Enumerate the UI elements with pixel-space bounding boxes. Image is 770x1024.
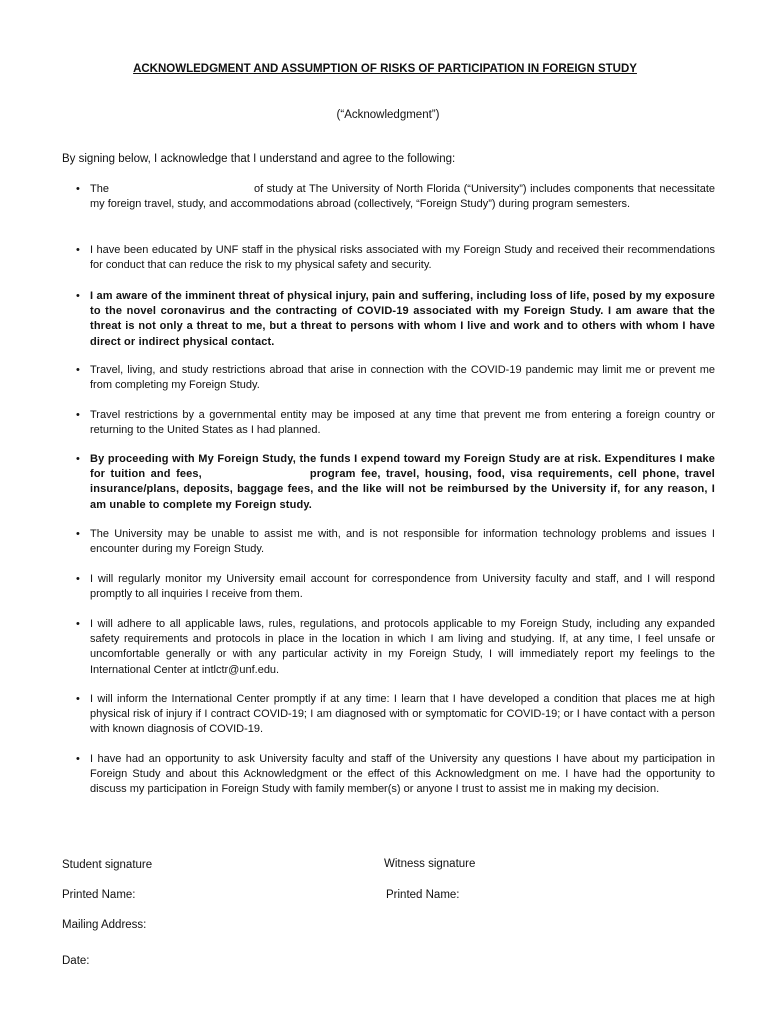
list-item: The of study at The University of North Florida (“University”) includes components that necessitate my foreign travel, study, and accommodations abroad (collectively, “Foreign Study”) during program semesters. [90, 183, 715, 211]
list-item: Travel restrictions by a governmental entity may be imposed at any time that prevent me from entering a foreign country or returning to the United States as I had planned. [90, 409, 715, 437]
bullet-icon: • [76, 364, 80, 376]
student-printed-name-field[interactable]: Printed Name: [62, 889, 136, 901]
bullet-icon: • [76, 183, 80, 195]
bullet-icon: • [76, 290, 80, 302]
list-item: I am aware of the imminent threat of physical injury, pain and suffering, including loss of life, posed by my exposure to the novel coronavirus and the contracting of COVID-19 associated with my Foreign Study. I am aware that the threat is not only a threat to me, but a threat to persons with whom I live and work and to others with whom I have direct or indirect physical contact. [90, 290, 715, 348]
list-item: Travel, living, and study restrictions abroad that arise in connection with the COVID-19 pandemic may limit me or prevent me from completing my Foreign Study. [90, 364, 715, 392]
witness-printed-name-field[interactable]: Printed Name: [386, 889, 460, 901]
bullet-icon: • [76, 409, 80, 421]
list-item: I will adhere to all applicable laws, rules, regulations, and protocols applicable to my Foreign Study, including any expanded safety requirements and protocols in place in the location in which I am living and studying. If, at any time, I feel unsafe or uncomfortable generally or with any particular activity in my Foreign Study, I will immediately report my feelings to the International Center at intlctr@unf.edu. [90, 618, 715, 676]
bullet-icon: • [76, 753, 80, 765]
mailing-address-field[interactable]: Mailing Address: [62, 919, 147, 931]
bullet-icon: • [76, 618, 80, 630]
student-signature-field[interactable]: Student signature [62, 859, 153, 871]
date-field[interactable]: Date: [62, 955, 90, 967]
witness-signature-field[interactable]: Witness signature [384, 858, 476, 870]
list-item: The University may be unable to assist me with, and is not responsible for information technology problems and issues I encounter during my Foreign Study. [90, 528, 715, 556]
list-item: By proceeding with My Foreign Study, the funds I expend toward my Foreign Study are at risk. Expenditures I make for tuition and fees, program fee, travel, housing, food, visa requirements, cell phone, travel insurance/plans, deposits, baggage fees, and the like will not be reimbursed by the University if, for any reason, I am unable to complete my Foreign study. [90, 453, 715, 511]
bullet-icon: • [76, 453, 80, 465]
bullet-icon: • [76, 573, 80, 585]
document-subtitle: (“Acknowledgment”) [336, 109, 440, 121]
list-item: I will inform the International Center promptly if at any time: I learn that I have developed a condition that places me at high physical risk of injury if I contract COVID-19; I am diagnosed with or symptomatic for COVID-19; or I have contact with a person with known diagnosis of COVID-19. [90, 693, 715, 736]
intro-text: By signing below, I acknowledge that I understand and agree to the following: [62, 153, 456, 165]
list-item: I have had an opportunity to ask University faculty and staff of the University any questions I have about my participation in Foreign Study and about this Acknowledgment or the effect of this Acknowledgment on me. I have had the opportunity to discuss my participation in Foreign Study with family member(s) or anyone I trust to assist me in making my decision. [90, 753, 715, 796]
list-item: I have been educated by UNF staff in the physical risks associated with my Foreign Study and received their recommendations for conduct that can reduce the risk to my physical safety and security. [90, 244, 715, 272]
list-item: I will regularly monitor my University email account for correspondence from University faculty and staff, and I will respond promptly to all inquiries I receive from them. [90, 573, 715, 601]
bullet-icon: • [76, 693, 80, 705]
bullet-icon: • [76, 244, 80, 256]
bullet-icon: • [76, 528, 80, 540]
document-title: ACKNOWLEDGMENT AND ASSUMPTION OF RISKS OF PARTICIPATION IN FOREIGN STUDY [133, 63, 637, 75]
